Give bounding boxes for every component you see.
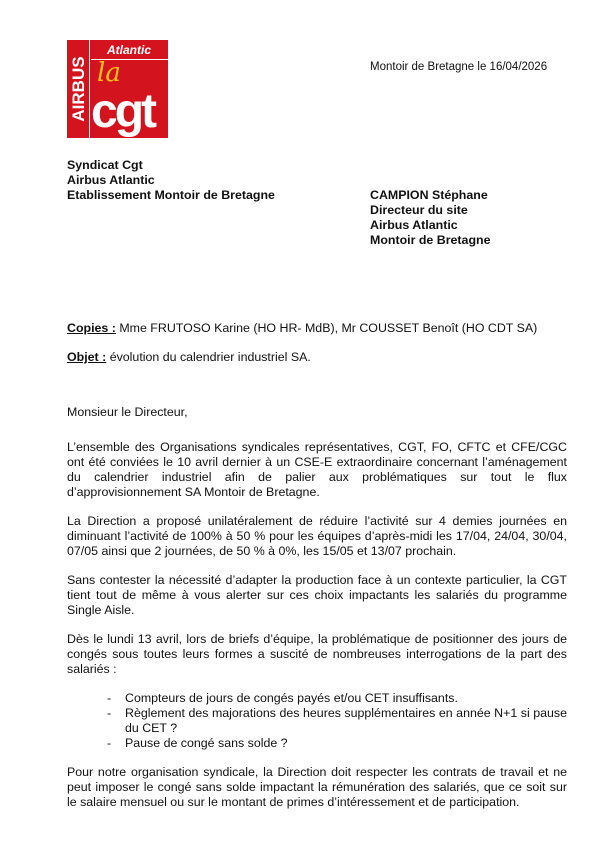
logo-la-text: la (97, 58, 121, 88)
sender-block (67, 158, 275, 203)
objet-label: Objet : (67, 350, 107, 364)
paragraph: Dès le lundi 13 avril, lors de briefs d’équipe, la problématique de positionner des jours de congés sous toutes leurs formes a suscité de nombreuses interrogations de la part des salariés : (67, 632, 567, 676)
list-item (67, 706, 567, 736)
list-item-text: Règlement des majorations des heures supplémentaires en année N+1 si pause du CET ? (125, 706, 567, 735)
logo-airbus-text: AIRBUS (69, 56, 88, 122)
recipient-line: Airbus Atlantic (370, 218, 458, 232)
sender-line: Syndicat Cgt (67, 158, 143, 172)
recipient-line: Montoir de Bretagne (370, 233, 491, 247)
cgt-logo (67, 40, 168, 138)
copies-text: Mme FRUTOSO Karine (HO HR- MdB), Mr COUSSET Benoît (HO CDT SA) (115, 321, 538, 335)
logo-cgt-text: cgt (91, 85, 154, 138)
list-item (67, 691, 567, 706)
logo-atlantic-text: Atlantic (106, 43, 151, 57)
paragraph: Sans contester la nécessité d’adapter la production face à un contexte particulier, la CGT tient tout de même à vous alerter sur ces choix impactants les salariés du programme Single Aisle. (67, 573, 567, 617)
objet-text: évolution du calendrier industriel SA. (106, 350, 311, 364)
sender-line: Etablissement Montoir de Bretagne (67, 188, 275, 202)
bullet-dash: - (107, 691, 112, 705)
letter-body (67, 321, 567, 810)
logo-divider (89, 40, 90, 138)
date-line: Montoir de Bretagne le 16/04/2026 (370, 61, 548, 73)
closing-paragraph: Pour notre organisation syndicale, la Direction doit respecter les contrats de travail et ne peut imposer le congé sans solde impactant la rémunération des salariés, que ce soit sur le salaire mensuel ou sur le montant de primes d’intéressement et de participation. (67, 765, 567, 809)
recipient-line: Directeur du site (370, 203, 468, 217)
recipient-block (370, 188, 490, 248)
copies-label: Copies : (67, 321, 116, 335)
recipient-line: CAMPION Stéphane (370, 188, 488, 202)
salutation: Monsieur le Directeur, (67, 405, 188, 419)
copies-line (67, 321, 567, 336)
bullet-dash: - (107, 736, 112, 750)
bullet-list (67, 691, 567, 751)
paragraph: La Direction a proposé unilatéralement de réduire l’activité sur 4 demies journées en diminuant l’activité de 100% à 50 % pour les équipes d’après-midi les 17/04, 24/04, 30/04, 07/05 ainsi que 2 journées, de 50 % à 0%, les 15/05 et 13/07 prochain. (67, 514, 567, 558)
list-item-text: Pause de congé sans solde ? (125, 736, 288, 750)
objet-line (67, 350, 567, 365)
paragraph: L’ensemble des Organisations syndicales représentatives, CGT, FO, CFTC et CFE/CGC ont été conviées le 10 avril dernier à un CSE-E extraordinaire concernant l’aménagement du calendrier industriel afin de palier aux problématiques sur tout le flux d’approvisionnement SA Montoir de Bretagne. (67, 440, 567, 499)
list-item-text: Compteurs de jours de congés payés et/ou CET insuffisants. (125, 691, 458, 705)
list-item (67, 736, 567, 751)
bullet-dash: - (107, 706, 112, 720)
sender-line: Airbus Atlantic (67, 173, 155, 187)
